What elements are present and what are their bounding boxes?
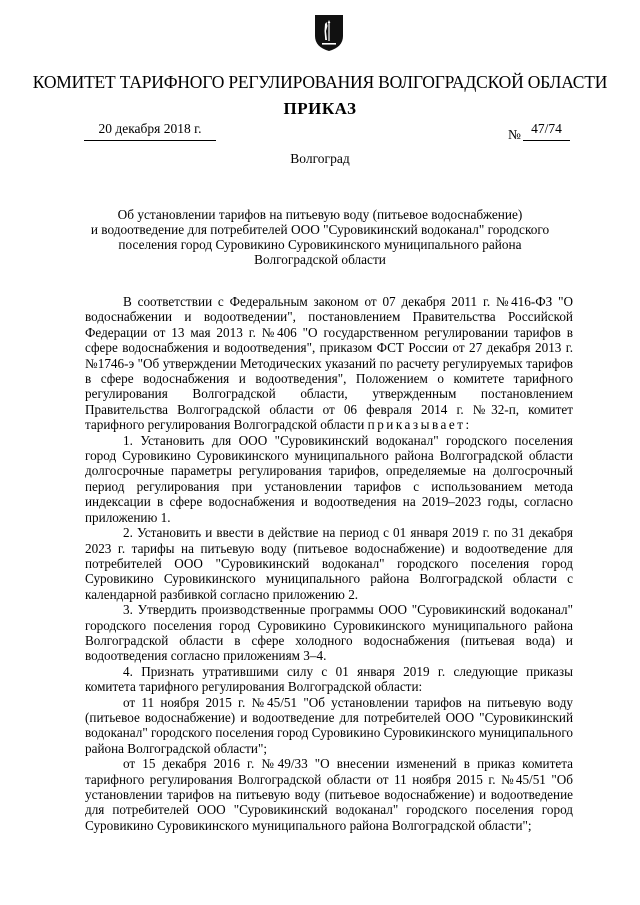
orders-word: приказывает: bbox=[367, 417, 472, 433]
repealed-order-1: от 11 ноября 2015 г. №45/51 "Об установлении тарифов на питьевую воду (питьевое водоснабжение) и водоотведение для потребителей ООО "Суровикинский водоканал" городского поселения город Суровикино Суровикинского муниципального района Волгоградской области"; bbox=[85, 694, 573, 756]
order-number: 47/74 bbox=[523, 121, 570, 141]
order-number-sign: № bbox=[508, 127, 521, 142]
subject-line: Волгоградской области bbox=[254, 252, 386, 267]
order-subject bbox=[90, 207, 550, 267]
preamble-paragraph bbox=[85, 294, 573, 433]
item-2-paragraph: 2. Установить и ввести в действие на период с 01 января 2019 г. по 31 декабря 2023 г. тарифы на питьевую воду (питьевое водоснабжение) и водоотведение для потребителей ООО "Суровикинский водоканал" городского поселения город Суровикино Суровикинского муниципального района Волгоградской области с календарной разбивкой согласно приложению 2. bbox=[85, 525, 573, 602]
item-4-paragraph: 4. Признать утратившими силу с 01 января 2019 г. следующие приказы комитета тарифного регулирования Волгоградской области: bbox=[85, 663, 573, 695]
subject-line: поселения город Суровикино Суровикинского муниципального района bbox=[118, 237, 522, 252]
subject-line: и водоотведение для потребителей ООО "Суровикинский водоканал" городского bbox=[90, 222, 550, 237]
committee-name: КОМИТЕТ ТАРИФНОГО РЕГУЛИРОВАНИЯ ВОЛГОГРАДСКОЙ ОБЛАСТИ bbox=[32, 72, 608, 92]
document-title: ПРИКАЗ bbox=[283, 99, 357, 118]
order-date: 20 декабря 2018 г. bbox=[84, 121, 216, 141]
item-3-paragraph: 3. Утвердить производственные программы ООО "Суровикинский водоканал" городского поселения город Суровикино Суровикинского муниципального района Волгоградской области в сфере холодного водоснабжения (питьевая вода) и водоотведения согласно приложениям 3–4. bbox=[85, 602, 573, 664]
order-body bbox=[85, 294, 573, 833]
volgograd-coat-of-arms-icon bbox=[314, 14, 344, 52]
preamble-text: В соответствии с Федеральным законом от 07 декабря 2011 г. №416-ФЗ "О водоснабжении и водоотведении", постановлением Правительства Российской Федерации от 13 мая 2013 г. №406 "О государственном регулировании тарифов в сфере водоснабжения и водоотведения", приказом ФСТ России от 27 декабря 2013 г. №1746-э "Об утверждении Методических указаний по расчету регулируемых тарифов в сфере водоснабжения и водоотведения", Положением о комитете тарифного регулирования Волгоградской области, утвержденным постановлением Правительства Волгоградской области от 06 февраля 2014 г. №32-п, комитет тарифного регулирования Волгоградской области bbox=[85, 294, 573, 433]
item-1-paragraph: 1. Установить для ООО "Суровикинский водоканал" городского поселения город Суровикино Суровикинского муниципального района Волгоградской области долгосрочные параметры регулирования тарифов, определяемые на долгосрочный период регулирования при установлении тарифов с использованием метода индексации в сфере водоснабжения и водоотведения на 2019–2023 годы, согласно приложению 1. bbox=[85, 432, 573, 525]
subject-line: Об установлении тарифов на питьевую воду (питьевое водоснабжение) bbox=[117, 207, 523, 222]
repealed-order-2: от 15 декабря 2016 г. №49/33 "О внесении изменений в приказ комитета тарифного регулирования Волгоградской области от 11 ноября 2015 г. №45/51 "Об установлении тарифов на питьевую воду (питьевое водоснабжение) и водоотведение для потребителей ООО "Суровикинский водоканал" городского поселения город Суровикино Суровикинского муниципального района Волгоградской области"; bbox=[85, 756, 573, 833]
city-name: Волгоград bbox=[290, 151, 350, 166]
